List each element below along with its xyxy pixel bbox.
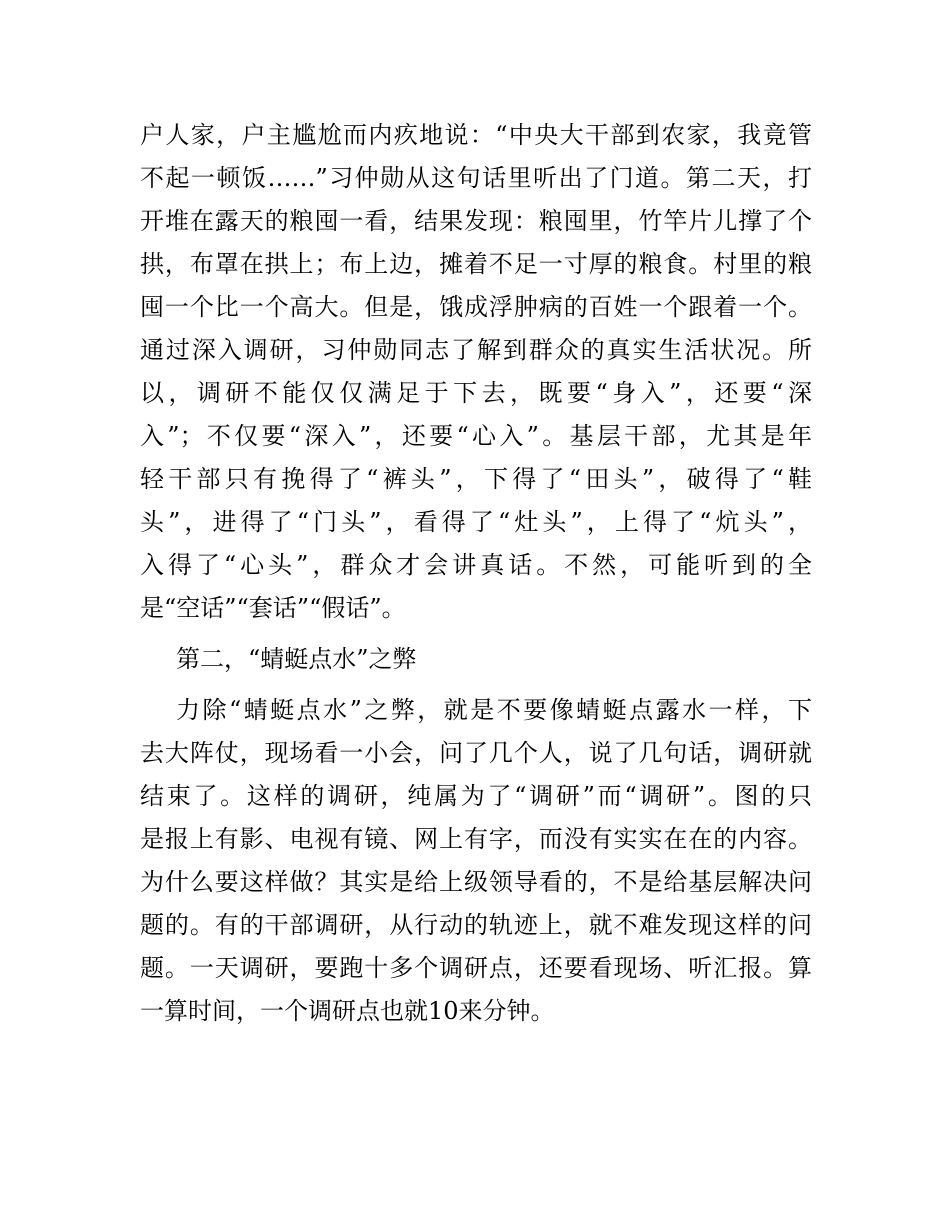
paragraph-1-line: 户人家，户主尴尬而内疚地说：“中央大干部到农家，我竟管 <box>140 121 812 149</box>
paragraph-1-line: 拱，布罩在拱上；布上边，摊着不足一寸厚的粮食。村里的粮 <box>140 250 812 278</box>
paragraph-2-line: 是报上有影、电视有镜、网上有字，而没有实实在在的内容。 <box>140 825 812 853</box>
paragraph-2-line: 一算时间，一个调研点也就10来分钟。 <box>140 997 555 1025</box>
paragraph-spacer <box>140 681 812 689</box>
paragraph-1-line: 轻干部只有挽得了“裤头”，下得了“田头”，破得了“鞋 <box>140 465 812 493</box>
paragraph-1-line: 通过深入调研，习仲勋同志了解到群众的真实生活状况。所 <box>140 336 812 364</box>
paragraph-1-line: 头”，进得了“门头”，看得了“灶头”，上得了“炕头”， <box>140 508 812 536</box>
document-body <box>140 114 812 1033</box>
paragraph-1-line: 囤一个比一个高大。但是，饿成浮肿病的百姓一个跟着一个。 <box>140 293 812 321</box>
paragraph-1-line: 以，调研不能仅仅满足于下去，既要“身入”，还要“深 <box>140 379 812 407</box>
paragraph-spacer <box>140 630 812 638</box>
section-heading: 第二，“蜻蜓点水”之弊 <box>176 645 417 673</box>
paragraph-2-line: 为什么要这样做？其实是给上级领导看的，不是给基层解决问 <box>140 868 812 896</box>
paragraph-1 <box>140 114 812 630</box>
paragraph-2 <box>140 689 812 1033</box>
paragraph-1-line: 是“空话”“套话”“假话”。 <box>140 594 406 622</box>
paragraph-2-line: 题。一天调研，要跑十多个调研点，还要看现场、听汇报。算 <box>140 954 812 982</box>
paragraph-2-line: 力除“蜻蜓点水”之弊，就是不要像蜻蜓点露水一样，下 <box>176 696 812 724</box>
paragraph-2-line: 题的。有的干部调研，从行动的轨迹上，就不难发现这样的问 <box>140 911 812 939</box>
paragraph-1-line: 入”；不仅要“深入”，还要“心入”。基层干部，尤其是年 <box>140 422 812 450</box>
paragraph-2-line: 结束了。这样的调研，纯属为了“调研”而“调研”。图的只 <box>140 782 812 810</box>
paragraph-1-line: 不起一顿饭……”习仲勋从这句话里听出了门道。第二天，打 <box>140 164 812 192</box>
paragraph-1-line: 开堆在露天的粮囤一看，结果发现：粮囤里，竹竿片儿撑了个 <box>140 207 812 235</box>
paragraph-1-line: 入得了“心头”，群众才会讲真话。不然，可能听到的全 <box>140 551 812 579</box>
paragraph-2-line: 去大阵仗，现场看一小会，问了几个人，说了几句话，调研就 <box>140 739 812 767</box>
